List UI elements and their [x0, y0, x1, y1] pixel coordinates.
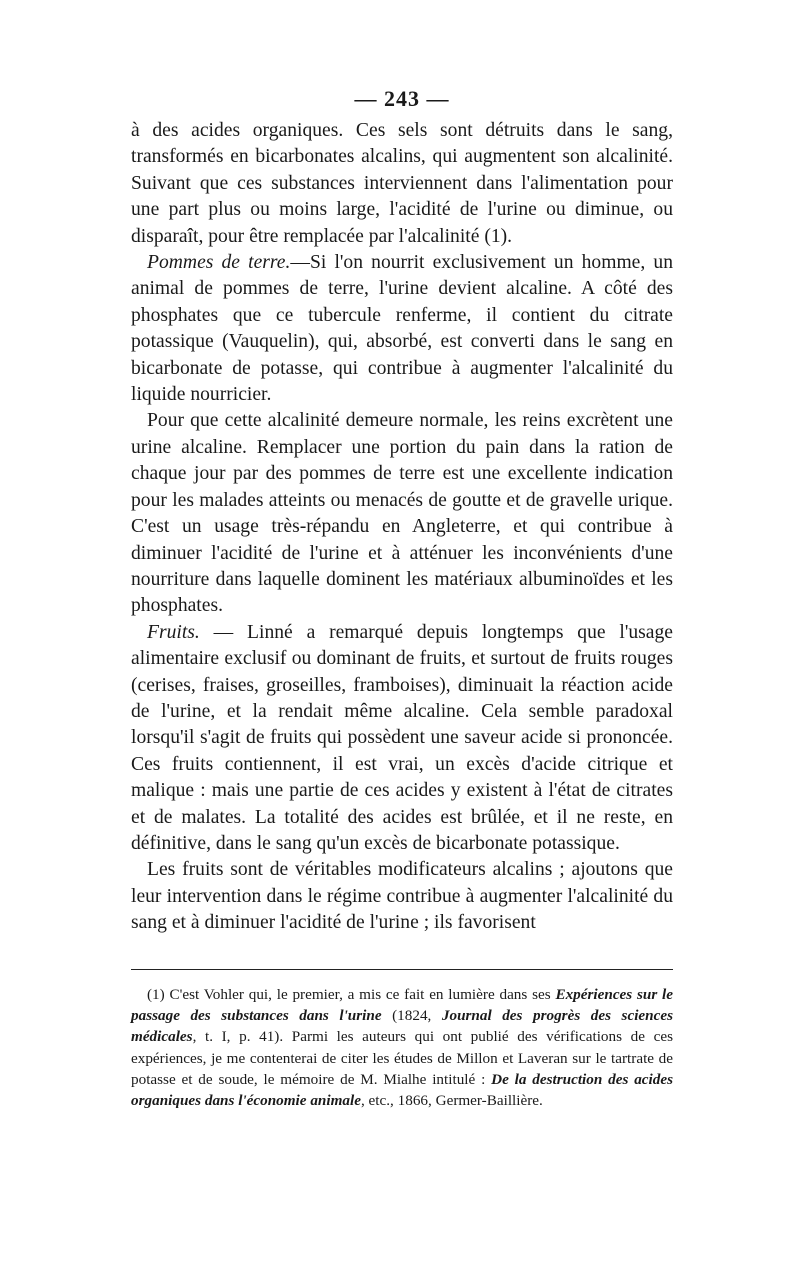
footnote-text: , t. I, p. 41). Parmi les auteurs qui ont publié des vérifications de ces expériences, je me contenterai de citer les études de Millon et Laveran sur le tartrate de potasse et de soude, le mémoire de M. Mialhe intitulé : [131, 1028, 673, 1088]
footnote [131, 984, 673, 1111]
paragraph [131, 250, 673, 408]
paragraph [131, 118, 673, 250]
footnote-work-title: De la destruction des acides organiques dans l'économie animale [131, 1070, 674, 1110]
paragraph [131, 408, 673, 619]
paragraph-text: Pour que cette alcalinité demeure normale, les reins excrètent une urine alcaline. Remplacer une portion du pain dans la ration de chaque jour par des pommes de terre est une excellente indication pour les malades atteints ou menacés de goutte et de gravelle urique. C'est un usage très-répandu en Angleterre, et qui contribue à diminuer l'acidité de l'urine et à atténuer les inconvénients d'une nourriture dans laquelle dominent les matériaux albuminoïdes et les phosphates. [131, 410, 673, 617]
footnote-text: C'est Vohler qui, le premier, a mis ce fait en lumière dans ses [164, 986, 556, 1003]
paragraph-heading: Fruits. [147, 621, 200, 643]
footnote-work-title: Expériences sur le passage des substances dans l'urine [131, 986, 673, 1025]
footnote-text: (1824, [381, 1007, 442, 1025]
body-text [131, 118, 673, 937]
footnote-journal-title: Journal des progrès des sciences médicales [131, 1007, 673, 1046]
footnote-divider [131, 969, 673, 970]
paragraph-heading: Pommes de terre. [147, 252, 291, 274]
paragraph-text: à des acides organiques. Ces sels sont détruits dans le sang, transformés en bicarbonates alcalins, qui augmentent son alcalinité. Suivant que ces substances interviennent dans l'alimentation pour une part plus ou moins large, l'acidité de l'urine ou diminue, ou disparaît, pour être remplacée par l'alcalinité (1). [131, 120, 673, 247]
footnote-text: , etc., 1866, Germer-Baillière. [360, 1092, 543, 1110]
paragraph-text: — Linné a remarqué depuis longtemps que l'usage alimentaire exclusif ou dominant de fruits, et surtout de fruits rouges (cerises, fraises, groseilles, framboises), diminuait la réaction acide de l'urine, et la rendait même alcaline. Cela semble paradoxal lorsqu'il s'agit de fruits qui possèdent une saveur acide si prononcée. Ces fruits contiennent, il est vrai, un excès d'acide citrique et malique : mais une partie de ces acides y existent à l'état de citrates et de malates. La totalité des acides est brûlée, et il ne reste, en définitive, dans le sang qu'un excès de bicarbonate potassique. [131, 621, 673, 854]
paragraph-text: —Si l'on nourrit exclusivement un homme, un animal de pommes de terre, l'urine devient alcaline. A côté des phosphates que ce tubercule renferme, il contient du citrate potassique (Vauquelin), qui, absorbé, est converti dans le sang en bicarbonate de potasse, qui contribue à augmenter l'alcalinité du liquide nourricier. [131, 252, 673, 406]
paragraph [131, 857, 673, 936]
paragraph [131, 620, 673, 858]
footnote-marker: (1) [147, 986, 165, 1003]
page-number: — 243 — [354, 86, 450, 111]
paragraph-text: Les fruits sont de véritables modificateurs alcalins ; ajoutons que leur intervention dans le régime contribue à augmenter l'alcalinité du sang et à diminuer l'acidité de l'urine ; ils favorisent [131, 859, 673, 934]
